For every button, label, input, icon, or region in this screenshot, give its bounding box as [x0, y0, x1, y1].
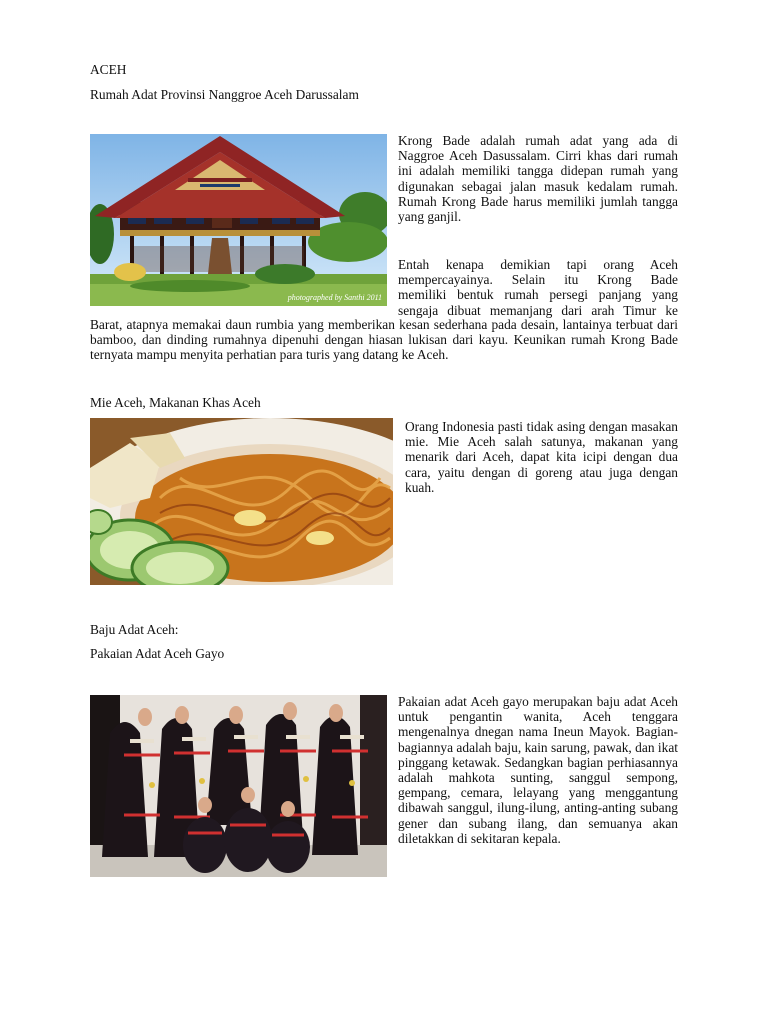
pakaian-adat-gayo-photo: [90, 695, 387, 877]
page-heading: ACEH: [90, 62, 127, 77]
house-paragraph-2-part-1: Entah kenapa demikian tapi orang Aceh mempercayainya. Selain itu Krong Bade memiliki bentuk rumah persegi panjang yang sengaja dibuat memanjang dari arah Timur ke: [398, 257, 678, 318]
clothing-section-title: Baju Adat Aceh:: [90, 622, 179, 637]
rumah-adat-photo: [90, 134, 387, 306]
clothing-paragraph: Pakaian adat Aceh gayo merupakan baju adat Aceh untuk pengantin wanita, Aceh tenggara mengenalnya dnegan nama Ineun Mayok. Bagian-bagiannya adalah baju, kain sarung, pawak, dan ikat pinggang ketawak. Sedangkan bagian perhiasannya adalah mahkota sunting, sanggul sempong, gempang, cemara, lelayang yang menggantung dibawah sanggul, ilung-ilung, anting-anting subang gener dan subang ilang, dan semuanya akan diletakkan di sekitaran kepala.: [398, 694, 678, 846]
food-paragraph: Orang Indonesia pasti tidak asing dengan masakan mie. Mie Aceh salah satunya, makanan yang menarik dari Aceh, dapat kita icipi dengan dua cara, yaitu dengan di goreng atau juga dengan kuah.: [405, 419, 678, 495]
house-section-title: Rumah Adat Provinsi Nanggroe Aceh Darussalam: [90, 87, 359, 102]
mie-aceh-photo: [90, 418, 393, 585]
photo-watermark: photographed by Santhi 2011: [287, 293, 382, 302]
house-paragraph-1: Krong Bade adalah rumah adat yang ada di Naggroe Aceh Dasussalam. Cirri khas dari rumah ini adalah memiliki tangga didepan rumah yang digunakan sebagai jalan masuk kedalam rumah. Rumah Krong Bade harus memiliki jumlah tangga yang ganjil.: [398, 133, 678, 225]
clothing-section-subtitle: Pakaian Adat Aceh Gayo: [90, 646, 225, 661]
house-paragraph-2-part-2: Barat, atapnya memakai daun rumbia yang memberikan kesan sederhana pada desain, lantainya terbuat dari bamboo, dan dinding rumahnya dipenuhi dengan hiasan lukisan dari kayu. Keunikan rumah Krong Bade ternyata mampu menyita perhatian para turis yang datang ke Aceh.: [90, 317, 678, 363]
food-section-title: Mie Aceh, Makanan Khas Aceh: [90, 395, 261, 410]
